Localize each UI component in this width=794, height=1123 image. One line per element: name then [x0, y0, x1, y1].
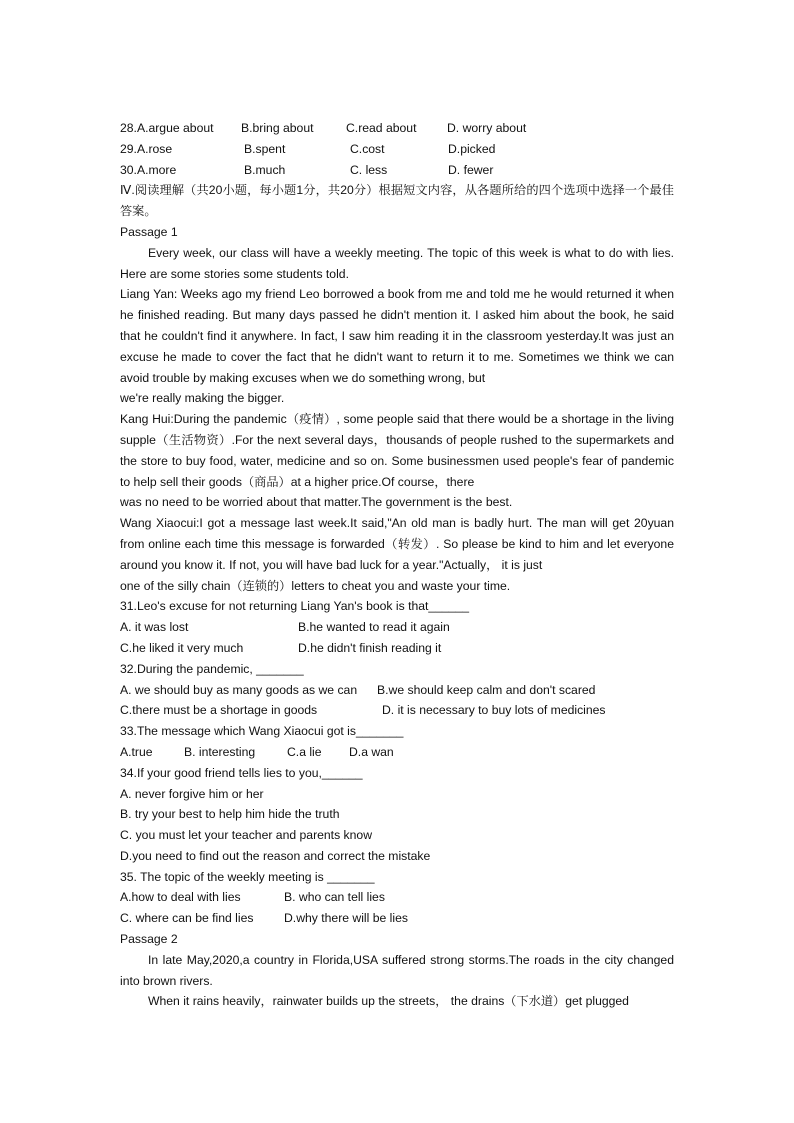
- option: 28.A.argue about: [120, 121, 214, 135]
- option: C. less: [350, 162, 388, 177]
- passage-title: Passage 2: [120, 932, 178, 947]
- passage-paragraph: Wang Xiaocui:I got a message last week.It said,"An old man is badly hurt. The man will get 20yuan from online each time this message is forwarded（转发）. So please be kind to him and let everyone around you know it. If not, you will have bad luck for a year."Actually， it is just: [120, 516, 674, 572]
- paragraph-last-line: we're really making the bigger.: [120, 391, 285, 406]
- option: 29.A.rose: [120, 141, 173, 156]
- question-options: [120, 742, 674, 763]
- option: D. worry about: [447, 121, 527, 135]
- question-options: [120, 680, 674, 701]
- option: B. who can tell lies: [284, 890, 385, 905]
- cloze-options-28: [120, 118, 674, 139]
- option: C.he liked it very much: [120, 640, 244, 655]
- option: C.read about: [346, 121, 417, 135]
- passage-paragraph: In late May,2020,a country in Florida,USA suffered strong storms.The roads in the city changed into brown rivers.: [120, 952, 674, 988]
- option: C.cost: [350, 141, 385, 156]
- paragraph-last-line: one of the silly chain（连锁的）letters to cheat you and waste your time.: [120, 578, 511, 593]
- option: A. it was lost: [120, 620, 189, 635]
- option: B.we should keep calm and don't scared: [377, 682, 596, 697]
- option: D.why there will be lies: [284, 911, 408, 926]
- option: A. we should buy as many goods as we can: [120, 682, 358, 697]
- question-33: 33.The message which Wang Xiaocui got is_______: [120, 724, 404, 739]
- option: D.he didn't finish reading it: [298, 640, 442, 655]
- question-options: [120, 638, 674, 659]
- question-options: [120, 617, 674, 638]
- option: C.a lie: [287, 744, 322, 759]
- option: A.how to deal with lies: [120, 890, 241, 905]
- option: D.picked: [448, 141, 496, 156]
- passage-paragraph: Kang Hui:During the pandemic（疫情）, some people said that there would be a shortage in the living supple（生活物资）.For the next several days，thousands of people rushed to the supermarkets and the store to buy food, water, medicine and so on. Some businessmen used people's fear of pandemic to help sell their goods（商品）at a higher price.Of course，there: [120, 412, 674, 489]
- passage-paragraph: When it rains heavily，rainwater builds up the streets， the drains（下水道）get plugged: [148, 994, 629, 1009]
- question-32: 32.During the pandemic, _______: [120, 661, 304, 676]
- passage-title: Passage 1: [120, 224, 178, 239]
- paragraph-last-line: was no need to be worried about that matter.The government is the best.: [120, 495, 513, 510]
- option: C.there must be a shortage in goods: [120, 703, 318, 718]
- option: C. you must let your teacher and parents know: [120, 828, 373, 843]
- option: B.much: [244, 162, 286, 177]
- option: B.spent: [244, 141, 286, 156]
- option: D. it is necessary to buy lots of medicines: [382, 703, 606, 718]
- option: B.he wanted to read it again: [298, 620, 450, 635]
- option: A. never forgive him or her: [120, 786, 264, 801]
- question-35: 35. The topic of the weekly meeting is _______: [120, 869, 375, 884]
- option: B. try your best to help him hide the truth: [120, 807, 340, 822]
- question-34: 34.If your good friend tells lies to you,______: [120, 765, 363, 780]
- passage-paragraph: Liang Yan: Weeks ago my friend Leo borrowed a book from me and told me he would returned it when he finished reading. But many days passed he didn't mention it. I asked him about the book, he said that he couldn't find it anywhere. In fact, I saw him reading it in the classroom yesterday.It was just an excuse he made to cover the fact that he didn't want to return it to me. Sometimes we think we can avoid trouble by making excuses when we do something wrong, but: [120, 287, 674, 385]
- option: C. where can be find lies: [120, 911, 254, 926]
- question-options: [120, 700, 674, 721]
- passage-paragraph: Every week, our class will have a weekly meeting. The topic of this week is what to do with lies. Here are some stories some students told.: [120, 245, 674, 281]
- option: D.a wan: [349, 744, 394, 759]
- cloze-options-29: [120, 139, 674, 160]
- option: 30.A.more: [120, 162, 177, 177]
- question-31: 31.Leo's excuse for not returning Liang Yan's book is that______: [120, 599, 470, 614]
- option: B. interesting: [184, 744, 256, 759]
- exam-page: [120, 118, 674, 1012]
- option: A.true: [120, 744, 153, 759]
- section-heading: Ⅳ.阅读理解（共20小题，每小题1分，共20分）根据短文内容，从各题所给的四个选项中选择一个最佳答案。: [120, 183, 674, 219]
- question-options: [120, 887, 674, 908]
- option: B.bring about: [241, 121, 314, 135]
- option: D.you need to find out the reason and correct the mistake: [120, 848, 431, 863]
- option: D. fewer: [448, 162, 494, 177]
- cloze-options-30: [120, 160, 674, 181]
- question-options: [120, 908, 674, 929]
